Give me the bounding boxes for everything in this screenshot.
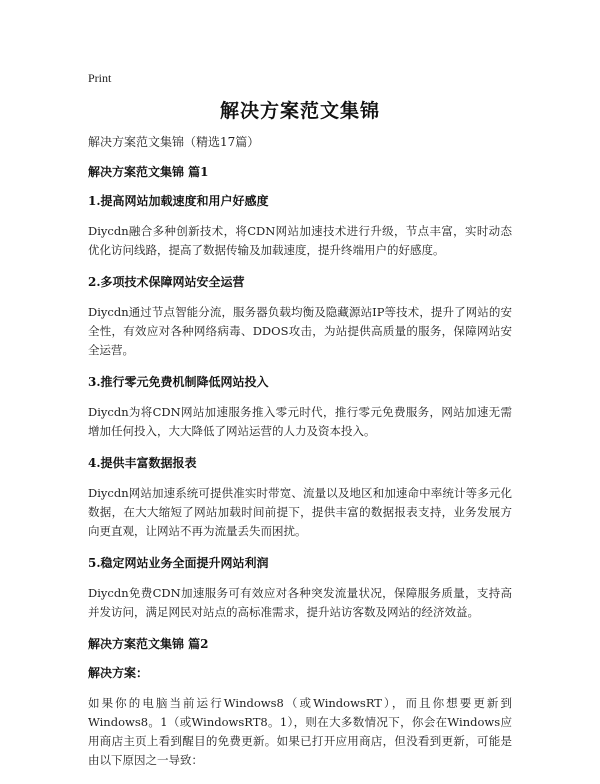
section1-heading: 1.提高网站加载速度和用户好感度	[88, 194, 269, 208]
section3-text: Diycdn为将CDN网站加速服务推入零元时代，推行零元免费服务，网站加速无需增加任何投入，大大降低了网站运营的人力及资本投入。	[88, 405, 512, 438]
section2-text: Diycdn通过节点智能分流，服务器负载均衡及隐藏源站IP等技术，提升了网站的安全性，有效应对各种网络病毒、DDOS攻击，为站提供高质量的服务，保障网站安全运营。	[88, 305, 512, 357]
section5-text: Diycdn免费CDN加速服务可有效应对各种突发流量状况，保障服务质量，支持高并发访问，满足网民对站点的高标准需求，提升站访客数及网站的经济效益。	[88, 586, 512, 619]
section4-heading: 4.提供丰富数据报表	[88, 456, 197, 470]
section4-text: Diycdn网站加速系统可提供准实时带宽、流量以及地区和加速命中率统计等多元化数据，在大大缩短了网站加载时间前提下，提供丰富的数据报表支持，业务发展方向更直观，让网站不再为流量丢失而困扰。	[88, 486, 512, 538]
page-title: 解决方案范文集锦	[219, 100, 380, 122]
document-body	[88, 134, 512, 784]
section2-heading: 2.多项技术保障网站安全运营	[88, 275, 245, 289]
part2-heading: 解决方案范文集锦 篇2	[88, 637, 209, 651]
part2-text: 如果你的电脑当前运行Windows8（或WindowsRT），而且你想要更新到Windows8。1（或WindowsRT8。1），则在大多数情况下，你会在Windows应用商店主页上看到醒目的免费更新。如果已打开应用商店，但没看到更新，可能是由以下原因之一导致：	[88, 696, 512, 767]
section1-text: Diycdn融合多种创新技术，将CDN网站加速技术进行升级，节点丰富，实时动态优化访问线路，提高了数据传输及加载速度，提升终端用户的好感度。	[88, 224, 512, 257]
print-label: Print	[88, 71, 112, 85]
part1-heading: 解决方案范文集锦 篇1	[88, 165, 209, 179]
document-subtitle: 解决方案范文集锦（精选17篇）	[88, 135, 260, 149]
section5-heading: 5.稳定网站业务全面提升网站利润	[88, 556, 269, 570]
section3-heading: 3.推行零元免费机制降低网站投入	[88, 375, 269, 389]
part2-subheading: 解决方案：	[88, 666, 149, 680]
